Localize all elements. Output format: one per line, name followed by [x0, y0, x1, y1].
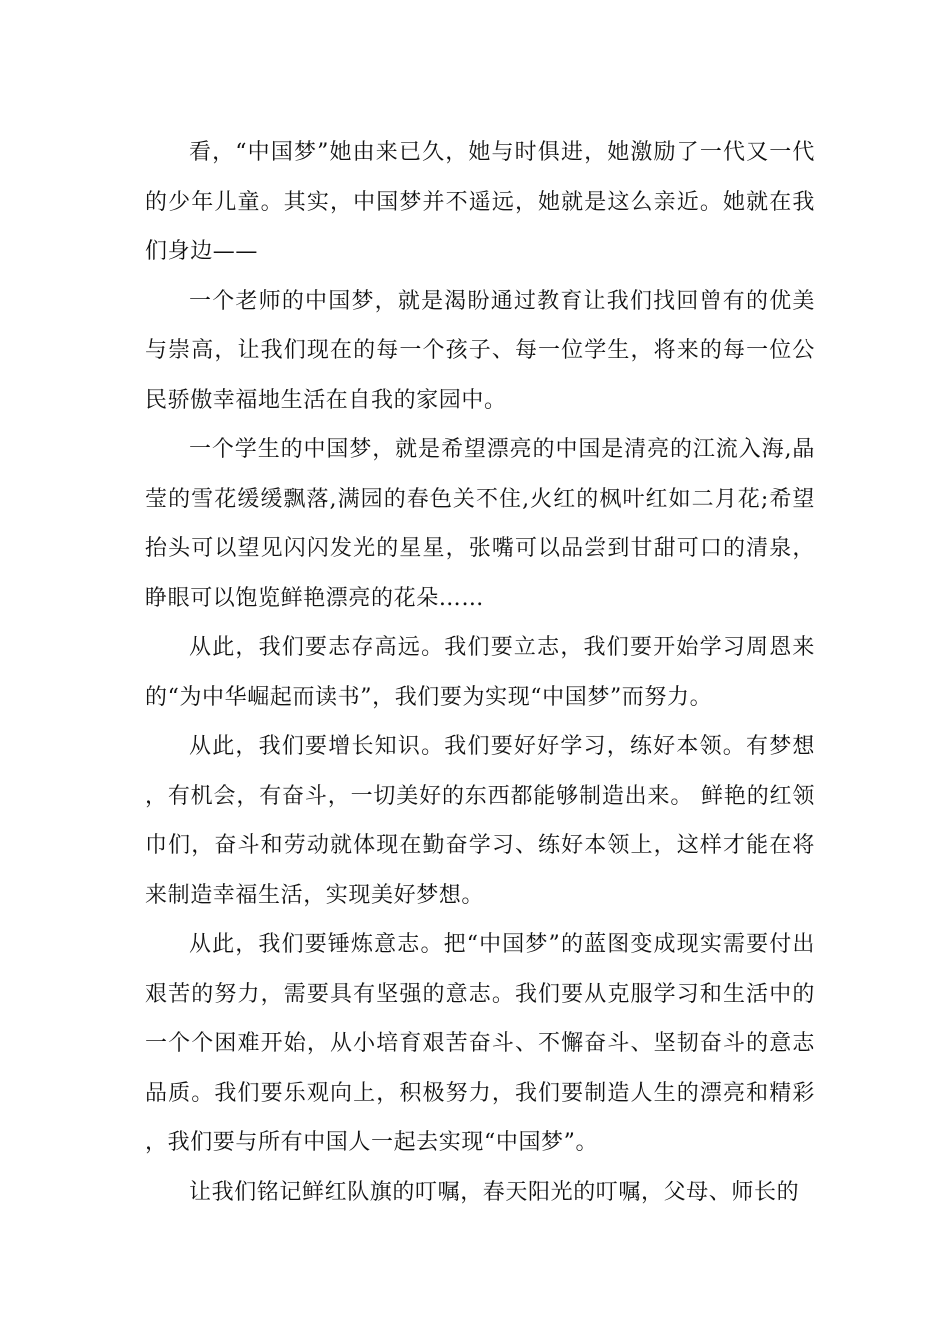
paragraph-2: 一个老师的中国梦，就是渴盼通过教育让我们找回曾有的优美与崇高，让我们现在的每一个孩子、每一位学生，将来的每一位公民骄傲幸福地生活在自我的家园中。 [145, 288, 815, 413]
paragraph-5: 从此，我们要增长知识。我们要好好学习，练好本领。有梦想，有机会，有奋斗，一切美好的东西都能够制造出来。 鲜艳的红领巾们，奋斗和劳动就体现在勤奋学习、练好本领上，这样才能在将来制造幸福生活，实现美好梦想。 [145, 734, 815, 908]
paragraph-3: 一个学生的中国梦，就是希望漂亮的中国是清亮的江流入海,晶莹的雪花缓缓飘落,满园的春色关不住,火红的枫叶红如二月花;希望抬头可以望见闪闪发光的星星，张嘴可以品尝到甘甜可口的清泉，睁眼可以饱览鲜艳漂亮的花朵…… [145, 437, 815, 611]
document-body [145, 128, 815, 1217]
paragraph-7: 让我们铭记鲜红队旗的叮嘱，春天阳光的叮嘱，父母、师长的 [189, 1179, 800, 1205]
paragraph-6: 从此，我们要锤炼意志。把“中国梦”的蓝图变成现实需要付出艰苦的努力，需要具有坚强的意志。我们要从克服学习和生活中的一个个困难开始，从小培育艰苦奋斗、不懈奋斗、坚韧奋斗的意志品质。我们要乐观向上，积极努力，我们要制造人生的漂亮和精彩，我们要与所有中国人一起去实现“中国梦”。 [145, 932, 815, 1155]
paragraph-4: 从此，我们要志存高远。我们要立志，我们要开始学习周恩来的“为中华崛起而读书”，我们要为实现“中国梦”而努力。 [145, 635, 815, 710]
paragraph-1: 看，“中国梦”她由来已久，她与时俱进，她激励了一代又一代的少年儿童。其实，中国梦并不遥远，她就是这么亲近。她就在我们身边—— [145, 140, 815, 264]
